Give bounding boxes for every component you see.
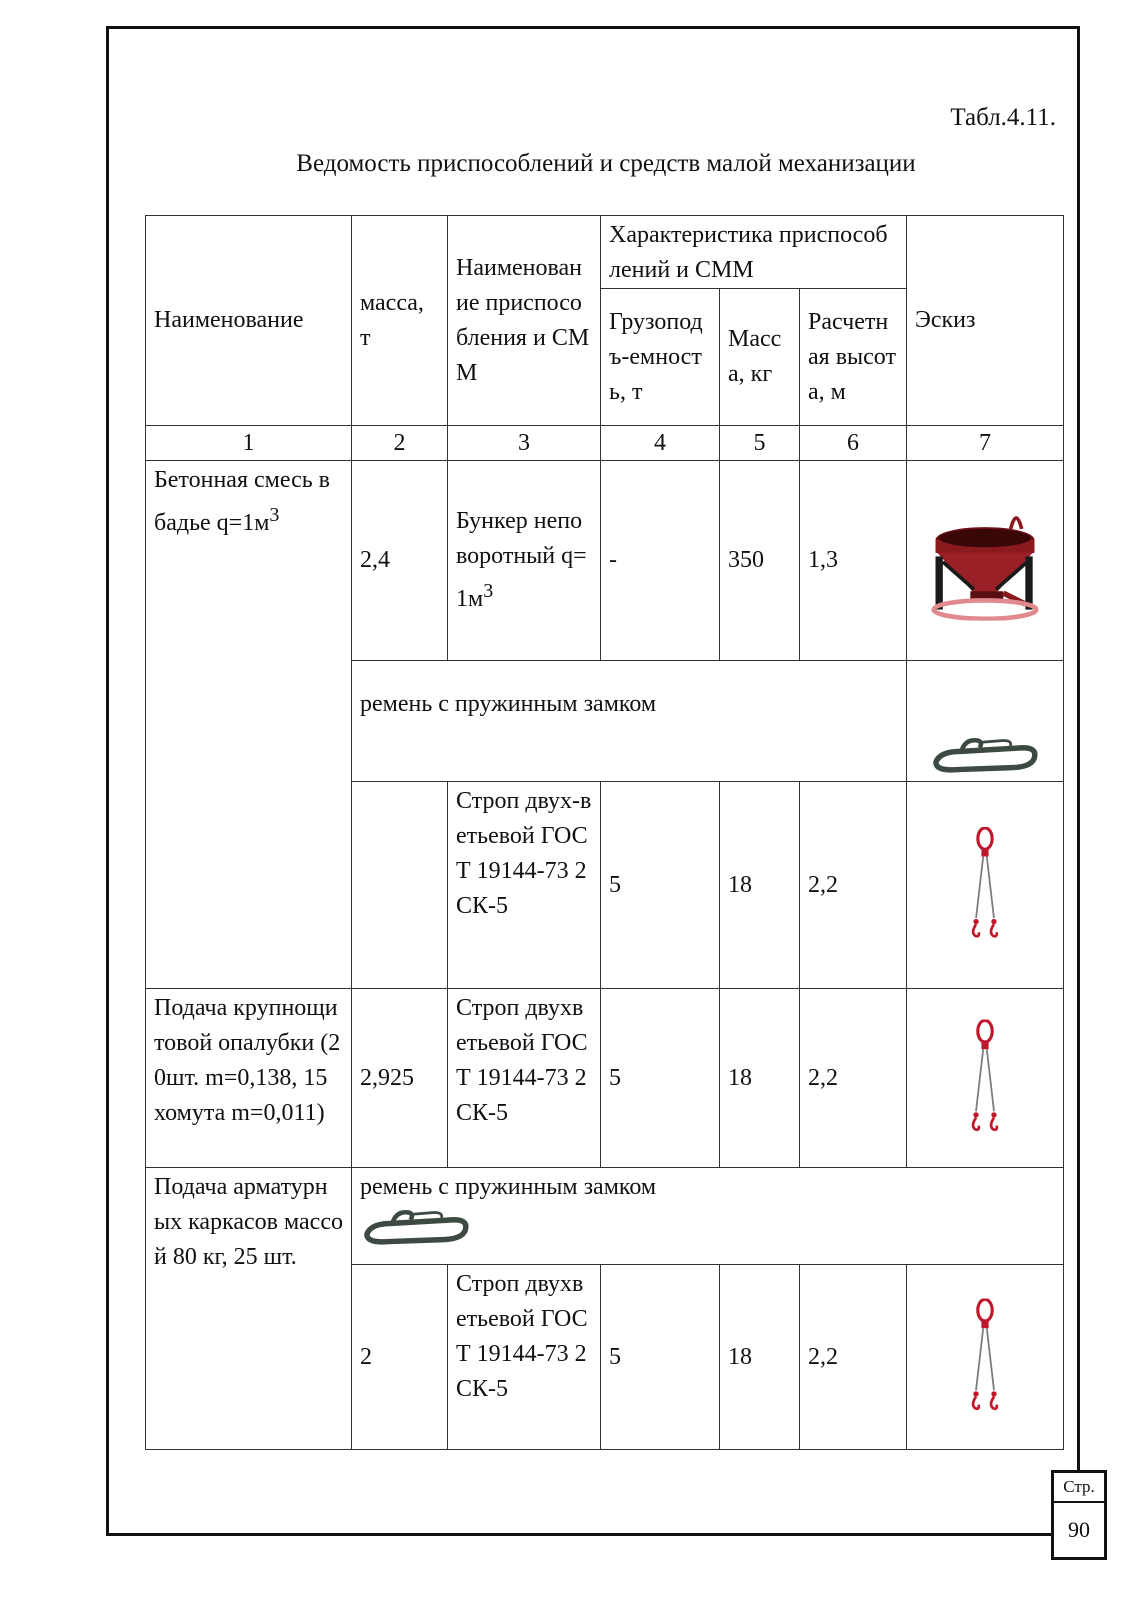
equipment-table [145, 215, 1064, 1450]
column-number: 4 [601, 426, 720, 461]
page-title: Ведомость приспособлений и средств малой механизации [296, 150, 916, 177]
cell-capacity: 5 [601, 782, 720, 989]
cell-height: 2,2 [800, 1265, 907, 1450]
belt-icon [360, 1207, 472, 1247]
cell-mass [352, 782, 448, 989]
cell-mass-kg: 18 [720, 782, 800, 989]
header-capacity: Грузоподъ-емность, т [601, 289, 720, 426]
two-leg-sling-icon [967, 1017, 1003, 1139]
belt-icon [929, 735, 1041, 775]
header-device: Наименование приспособления и СММ [448, 216, 601, 426]
cell-capacity: 5 [601, 1265, 720, 1450]
cell-sketch [907, 461, 1064, 661]
row-name-formwork: Подача крупнощитовой опалубки (20шт. m=0,138, 15 хомута m=0,011) [146, 989, 352, 1168]
cell-device: Строп двухветьевой ГОСТ 19144-73 2СК-5 [448, 989, 601, 1168]
cell-mass: 2 [352, 1265, 448, 1450]
cell-height: 2,2 [800, 989, 907, 1168]
header-name: Наименование [146, 216, 352, 426]
header-sketch: Эскиз [907, 216, 1064, 426]
concrete-bucket-icon [930, 491, 1040, 631]
table-row [146, 461, 1064, 661]
cell-mass: 2,4 [352, 461, 448, 661]
table-caption: Табл.4.11. [950, 104, 1056, 131]
cell-capacity: - [601, 461, 720, 661]
cell-device: Строп двухветьевой ГОСТ 19144-73 2СК-5 [448, 1265, 601, 1450]
page-stamp [1051, 1470, 1107, 1560]
two-leg-sling-icon [967, 1291, 1003, 1423]
cell-belt: ремень с пружинным замком [352, 661, 907, 782]
cell-sketch [907, 1265, 1064, 1450]
row-name-rebar: Подача арматурных каркасов массой 80 кг, 25 шт. [146, 1168, 352, 1450]
cell-sketch [907, 989, 1064, 1168]
cell-device: Строп двух-ветьевой ГОСТ 19144-73 2СК-5 [448, 782, 601, 989]
cell-belt: ремень с пружинным замком [352, 1168, 1064, 1265]
row-name-concrete: Бетонная смесь в бадье $q=1м^3$ [146, 461, 352, 989]
column-number: 7 [907, 426, 1064, 461]
page-number: 90 [1068, 1517, 1090, 1542]
header-mass-kg: Масса, кг [720, 289, 800, 426]
cell-device: Бункер неповоротный $q=1м^3$ [448, 461, 601, 661]
column-number: 1 [146, 426, 352, 461]
cell-sketch [907, 782, 1064, 989]
cell-sketch [907, 661, 1064, 782]
two-leg-sling-icon [967, 827, 1003, 943]
table-row [146, 1168, 1064, 1265]
cell-capacity: 5 [601, 989, 720, 1168]
column-numbers-row [146, 426, 1064, 461]
column-number: 2 [352, 426, 448, 461]
header-row [146, 216, 1064, 289]
cell-mass-kg: 350 [720, 461, 800, 661]
cell-mass-kg: 18 [720, 1265, 800, 1450]
column-number: 5 [720, 426, 800, 461]
table-row [146, 989, 1064, 1168]
column-number: 6 [800, 426, 907, 461]
cell-height: 2,2 [800, 782, 907, 989]
header-characteristics: Характеристика приспособлений и СММ [601, 216, 907, 289]
cell-mass-kg: 18 [720, 989, 800, 1168]
cell-mass: 2,925 [352, 989, 448, 1168]
stamp-label: Стр. [1054, 1473, 1104, 1503]
column-number: 3 [448, 426, 601, 461]
cell-height: 1,3 [800, 461, 907, 661]
header-height: Расчетная высота, м [800, 289, 907, 426]
header-mass: масса, т [352, 216, 448, 426]
